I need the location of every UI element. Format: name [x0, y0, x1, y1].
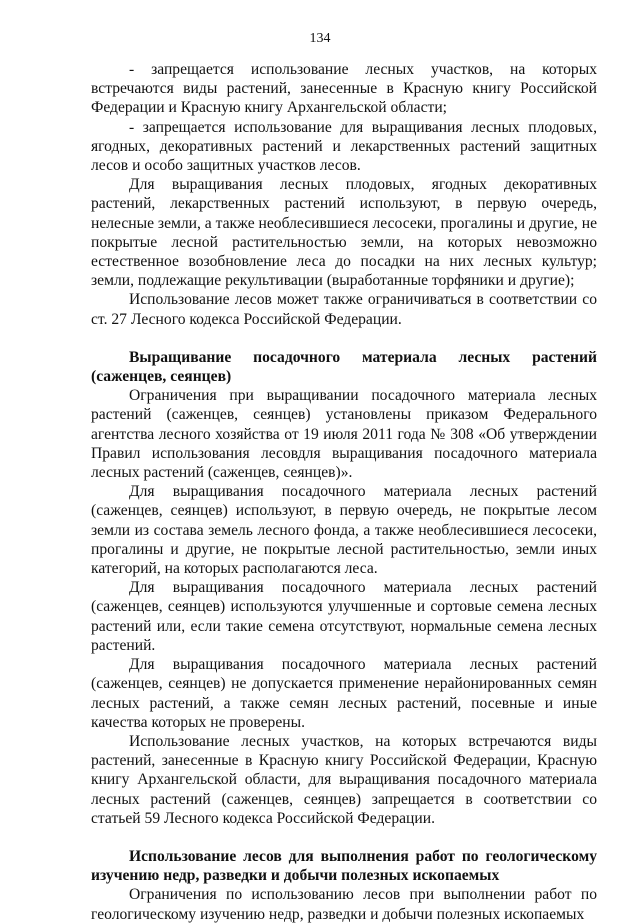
page-number: 134: [309, 31, 331, 46]
section-spacer: [91, 329, 597, 348]
paragraph: Для выращивания посадочного материала лесных растений (саженцев, сеянцев) используются улучшенные и сортовые семена лесных растений или, если такие семена отсутствуют, нормальные семена лесных растений.: [91, 579, 597, 654]
paragraph: - запрещается использование для выращивания лесных плодовых, ягодных, декоративных растений и лекарственных растений защитных лесов и особо защитных участков лесов.: [91, 118, 597, 175]
document-body: [91, 60, 597, 924]
paragraph: Для выращивания посадочного материала лесных растений (саженцев, сеянцев) не допускается применение нерайонированных семян лесных растений, а также семян лесных растений, посевные и иные качества которых не проверены.: [91, 656, 597, 731]
paragraph: Использование лесов может также ограничиваться в соответствии со ст. 27 Лесного кодекса Российской Федерации.: [91, 291, 597, 328]
paragraph: - запрещается использование лесных участков, на которых встречаются виды растений, занесенные в Красную книгу Российской Федерации и Красную книгу Архангельской области;: [91, 61, 597, 117]
section-heading: Выращивание посадочного материала лесных растений (саженцев, сеянцев): [91, 348, 597, 386]
section-heading: Использование лесов для выполнения работ по геологическому изучению недр, разведки и добычи полезных ископаемых: [91, 847, 597, 885]
section-spacer: [91, 828, 597, 847]
paragraph: Для выращивания лесных плодовых, ягодных декоративных растений, лекарственных растений используют, в первую очередь, нелесные земли, а также необлесившиеся лесосеки, прогалины и другие, не покрытые лесной растительностью земли, на которых невозможно естественное возобновление леса до посадки на них лесных культур; земли, подлежащие рекультивации (выработанные торфяники и другие);: [91, 176, 597, 290]
paragraph: Ограничения при выращивании посадочного материала лесных растений (саженцев, сеянцев) установлены приказом Федерального агентства лесного хозяйства от 19 июля 2011 года № 308 «Об утверждении Правил использования лесовдля выращивания посадочного материала лесных растений (саженцев, сеянцев)».: [91, 387, 597, 482]
paragraph: Для выращивания посадочного материала лесных растений (саженцев, сеянцев) используют, в первую очередь, не покрытые лесом земли из состава земель лесного фонда, а также необлесившиеся лесосеки, прогалины и другие, не покрытые лесной растительностью, земли иных категорий, на которых располагаются леса.: [91, 483, 597, 578]
paragraph: Ограничения по использованию лесов при выполнении работ по геологическому изучению недр, разведки и добычи полезных ископаемых: [91, 886, 597, 923]
paragraph: Использование лесных участков, на которых встречаются виды растений, занесенные в Красную книгу Российской Федерации, Красную книгу Архангельской области, для выращивания посадочного материала лесных растений (саженцев, сеянцев) запрещается в соответствии со статьей 59 Лесного кодекса Российской Федерации.: [91, 732, 597, 827]
